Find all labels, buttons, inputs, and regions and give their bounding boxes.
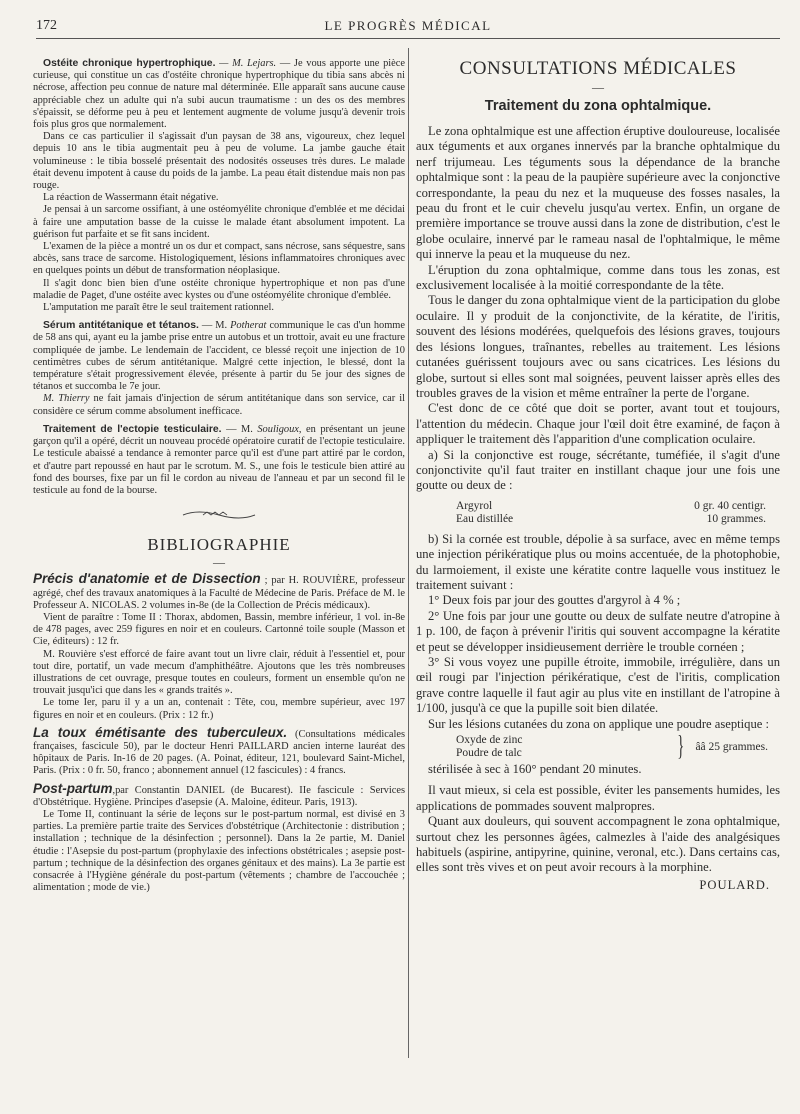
consultations-heading: CONSULTATIONS MÉDICALES [459, 58, 737, 79]
zona-p5: a) Si la conjonctive est rouge, sécrétante, tuméfiée, il s'agit d'une conjonctivite qu'il faut traiter en instillant chaque jour une fois une goutte ou deux de : [416, 447, 780, 493]
zona-p12: Il vaut mieux, si cela est possible, éviter les pansements humides, les applications de pommades souvent malpropres. [416, 783, 780, 813]
ornament-divider [33, 507, 405, 521]
zona-p7: 1° Deux fois par jour des gouttes d'argyrol à 4 % ; [428, 593, 681, 608]
journal-title: LE PROGRÈS MÉDICAL [324, 18, 492, 33]
zona-p9: 3° Si vous voyez une pupille étroite, immobile, irrégulière, dans un œil rougi par l'injection périkératique, c'est de l'iritis, complication grave contre laquelle il faut agir au plus vite en instillant de l'atropine à 1/100, jusqu'à ce que la pupille soit bien dilatée. [416, 655, 780, 716]
running-head [36, 14, 780, 39]
rx-name: Eau distillée [456, 512, 514, 525]
osteite-p4: Je pensai à un sarcome ossifiant, à une ostéomyélite chronique d'emblée et me décidai à faire une amputation basse de la cuisse le malade étant absolument impotent. La guérison fut parfaite et se fit sans incident. [33, 204, 405, 240]
signature: POULARD. [699, 877, 770, 892]
osteite-p5: L'examen de la pièce a montré un os dur et compact, sans nécrose, sans séquestre, sans abcès, sans trace de sarcome. Histologiquement, lésions inflammatoires chroniques avec en quelques points un début de transformation néoplasique. [33, 241, 405, 277]
ectopie-paragraph [33, 424, 405, 497]
zona-p3: Tous le danger du zona ophtalmique vient de la participation du globe oculaire. Il y produit de la conjonctivite, de la kératite, de l'iritis, souvent des lésions modérées, quelquefois des lésions graves, toujours des lésions longues, traînantes, rebelles au traitement. Les lésions cutanées guérissent toujours avec ou sans cicatrices. Les lésions du globe, surtout si elles sont mal soignées, peuvent laisser après elles des troubles graves de la vision et même entraîner la perte de l'organe. [416, 293, 780, 400]
bibliographie-dash: — [213, 555, 225, 570]
zona-p2: L'éruption du zona ophtalmique, comme dans tous les zonas, est exclusivement localisée à la moitié correspondante de la tête. [416, 262, 780, 293]
toux-title: La toux émétisante des tuberculeux. [33, 724, 288, 740]
rx-row [416, 513, 780, 526]
postpartum-p2: Le Tome II, continuant la série de leçons sur le post-partum normal, est divisé en 3 parties. La première partie traite des Services d'obstétrique (Architectonie : distribution ; installation ; technique de la désinfection ; personnel). Dans la 2e partie, M. Daniel étudie : l'Asepsie du post-partum (prophylaxie des infections obstétricales ; asepsie post-partum ; technique de la désinfection des organes génitaux et des mains). La 3e partie est consacrée à l'Hygiène générale du post-partum (vêtements ; chambre de l'accouchée ; alimentation ; mode de vie.) [33, 808, 405, 894]
rx-name: Argyrol [456, 499, 493, 512]
serum-title: Sérum antitétanique et tétanos. [43, 320, 199, 332]
rx-dose: 0 gr. 40 centigr. [694, 499, 766, 512]
zona-p10: Sur les lésions cutanées du zona on applique une poudre aseptique : [428, 716, 769, 731]
osteite-title: Ostéite chronique hypertrophique. [43, 58, 216, 69]
serum-text2: ne fait jamais d'injection de sérum antitétanique dans son service, car il considère ce sérum comme absolument inefficace. [33, 393, 405, 417]
serum-paragraph [33, 320, 405, 393]
serum-p2 [33, 393, 405, 417]
toux-body: (Consultations médicales françaises, fascicule 50), par le docteur Henri PAILLARD ancien interne lauréat des hôpitaux de Paris. In-16 de 20 pages. (A. Poinat, éditeur, 121, boulevard Saint-Michel, Paris. (Prix : 0 fr. 50, franco ; abonnement annuel (12 fascicules) : 4 francs. [33, 728, 405, 777]
osteite-p6: Il s'agit donc bien bien d'une ostéite chronique hypertrophique et non pas d'une maladie de Paget, d'une ostéite avec kystes ou d'une ostéomyélite chronique d'emblée. [33, 277, 405, 301]
postpartum-body: ,par Constantin DANIEL (de Bucarest). IIe fascicule : Services d'Obstétrique. Hygiène. Principes d'asepsie (A. Maloine, éditeur. Paris, 1913). [33, 784, 405, 808]
osteite-text: — Je vous apporte une pièce curieuse, qui constitue un cas d'ostéite chronique hypertrophique du tibia sans abcès ni nécrose, affection peu connue de nature mal déterminée. Elle apparaît sans aucune cause appréciable chez un adulte qui n'a subi aucun traumatisme : un des os des membres s'épaissit, se déforme peu à peu et lentement augmente de volume jusqu'à devenir trois fois plus gros que normalement. [33, 58, 405, 131]
rx-row [416, 500, 780, 513]
bibliographie-heading: BIBLIOGRAPHIE [147, 535, 291, 555]
prescription-argyrol [416, 500, 780, 526]
postpartum-title: Post-partum [33, 780, 113, 796]
zona-p11: stérilisée à sec à 160° pendant 20 minutes. [428, 762, 642, 777]
serum-author2: M. Thierry [43, 393, 90, 405]
zona-p1: Le zona ophtalmique est une affection éruptive douloureuse, localisée aux téguments et aux organes innervés par la branche ophtalmique du nerf trijumeau. Les téguments sous la dépendance de la branche ophtalmique sont : la peau de la paupière supérieure avec la conjonctive correspondante, la peau du nez et la muqueuse des fosses nasales, la peau du front et le cuir chevelu jusqu'au vertex. Enfin, un organe de première importance se trouve aussi dans la zone de distribution, c'est le globe oculaire, innervé par le rameau nasal de l'ophtalmique, le même qui innerve la peau et la muqueuse du nez. [416, 124, 780, 262]
osteite-author: — M. Lejars. [219, 58, 277, 69]
osteite-paragraph [33, 58, 405, 131]
bib-entry-postpartum [33, 780, 405, 809]
precis-p4: Le tome Ier, paru il y a un an, contenait : Tête, cou, membre supérieur, avec 197 figures en noir et en couleurs. (Prix : 12 fr.) [33, 697, 405, 721]
precis-p3: M. Rouvière s'est efforcé de faire avant tout un livre clair, réduit à l'essentiel et, pour tout dire, portatif, un vade mecum d'amphithéâtre. Ajoutons que les très nombreuses illustrations de cet ouvrage, presque toutes en couleurs, forment un ensemble qu'on ne trouvait jusqu'ici que dans les « grands traités ». [33, 648, 405, 697]
zona-p4: C'est donc de ce côté que doit se porter, avant tout et toujours, l'attention du médecin. Chaque jour l'œil doit être examiné, de façon à appliquer le traitement dès l'apparition d'une complication oculaire. [416, 401, 780, 447]
prescription-powder [416, 731, 780, 763]
page-number: 172 [36, 18, 57, 33]
rx-name: Oxyde de zinc [456, 734, 523, 747]
osteite-p2: Dans ce cas particulier il s'agissait d'un paysan de 38 ans, vigoureux, chez lequel depuis 10 ans le tibia augmentait peu à peu de volume. La jambe gauche était volumineuse : le tibia bosselé présentait des nodosités osseuses très dures. Le malade était devenu impotent à cause du poids de la jambe. La peau était distendue mais non pas rouge. [33, 131, 405, 192]
ectopie-title: Traitement de l'ectopie testiculaire. [43, 423, 222, 435]
rx-dose: 10 grammes. [706, 512, 766, 525]
ectopie-author-prefix: — M. [226, 423, 253, 435]
left-column [33, 58, 405, 894]
serum-author: Potherat [230, 320, 267, 332]
ectopie-text: , en présentant un jeune garçon qu'il a opéré, décrit un nouveau procédé opératoire curatif de l'ectopie testiculaire. Le testicule abaissé a tendance à remonter parce qu'il est d'une part attiré par le cordon, et d'autre part repoussé en haut par le scrotum. M. S., une fois le testicule bien attiré au fond des bourses, fixe par un fil le cordon au niveau de l'anneau et par un second fil le testicule au fond de la bourse. [33, 423, 405, 496]
consultations-dash: — [592, 80, 604, 94]
osteite-p7: L'amputation me paraît être le seul traitement rationnel. [43, 302, 274, 314]
rx-dose: ââ 25 grammes. [695, 740, 768, 753]
zona-p8: 2° Une fois par jour une goutte ou deux de sulfate neutre d'atropine à 1 p. 100, de façon à prévenir l'iritis qui souvent accompagne la kératite et peut se développer insidieusement derrière le trouble cornéen ; [416, 608, 780, 654]
ectopie-author: Souligoux [257, 423, 299, 435]
rx-name: Poudre de talc [456, 747, 522, 760]
bib-entry-precis [33, 573, 405, 612]
serum-text: communique le cas d'un homme de 58 ans qui, ayant eu la jambe prise entre un autobus et un trottoir, avait eu une fracture compliquée de jambe. Le lendemain de l'accident, ce blessé reçoit une injection de 10 centimètres cubes de sérum antitétanique. Malgré cette injection, le blessé, dont la température s'était progressivement élevée, présente à partir du 5e jour des signes de tétanos et succomba le 7e jour. [33, 320, 405, 393]
precis-body: ; par H. ROUVIÈRE, professeur agrégé, chef des travaux anatomiques à la Faculté de Médecine de Paris. Préface de M. le Professeur A. NICOLAS. 2 volumes in-8e (de la Collection de Précis médicaux). [33, 575, 405, 611]
osteite-p3: La réaction de Wassermann était négative. [43, 192, 219, 204]
rx-powder-names [456, 734, 666, 760]
zona-p13: Quant aux douleurs, qui souvent accompagnent le zona ophtalmique, surtout chez les personnes âgées, calmezles à l'aide des analgésiques habituels (aspirine, antipyrine, quinine, veronal, etc.). Dans certains cas, elles sont très vives et on peut avoir recours à la morphine. [416, 814, 780, 875]
column-divider [408, 48, 409, 1058]
right-column [416, 58, 780, 893]
precis-p2: Vient de paraître : Tome II : Thorax, abdomen, Bassin, membre inférieur, 1 vol. in-8e de 478 pages, avec 259 figures en noir et en couleurs. Cartonné toile souple (Masson et Cie, éditeurs) : 12 fr. [33, 611, 405, 648]
brace-icon: } [677, 731, 685, 763]
zona-title: Traitement du zona ophtalmique. [484, 98, 712, 114]
bib-entry-toux [33, 724, 405, 778]
serum-author-prefix: — M. [201, 320, 228, 332]
zona-p6: b) Si la cornée est trouble, dépolie à sa surface, avec en même temps une injection périkératique plus ou moins accentuée, de la photophobie, du larmoiement, il existe une kératite contre laquelle vous instituez le traitement suivant : [416, 531, 780, 592]
precis-title: Précis d'anatomie et de Dissection [33, 571, 261, 587]
